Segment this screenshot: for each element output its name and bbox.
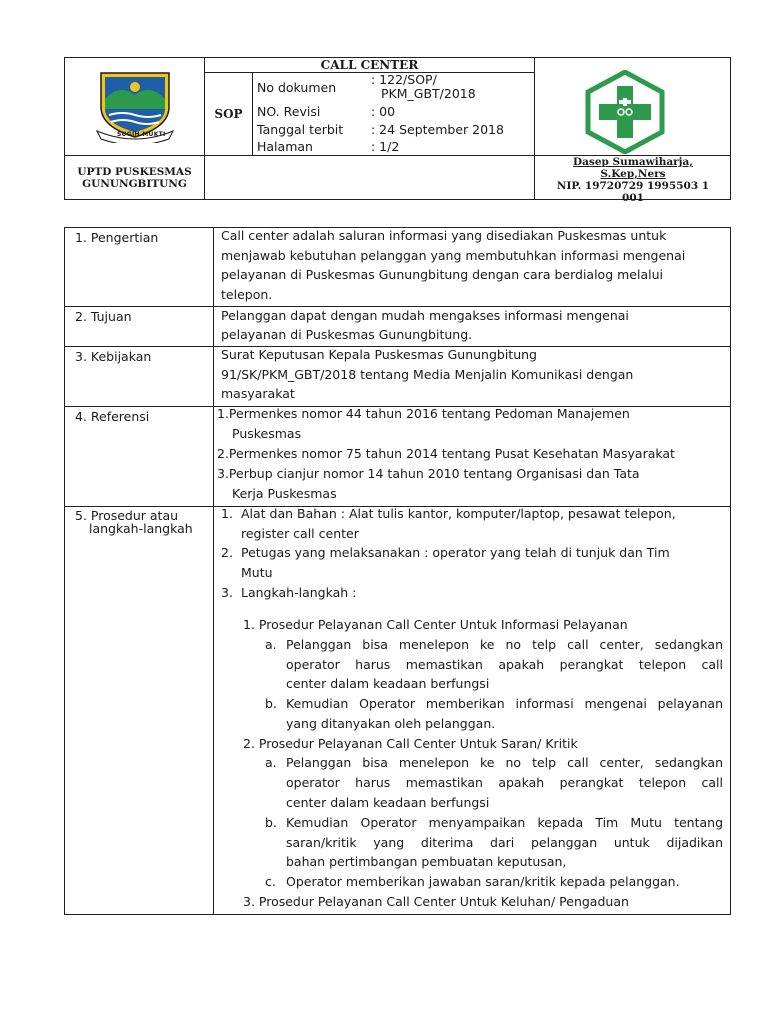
step-1b-letter: b. (265, 696, 277, 711)
step-3-title: 3. Prosedur Pelayanan Call Center Untuk Keluhan/ Pengaduan (243, 894, 629, 909)
pengertian-line-4: telepon. (221, 287, 273, 302)
label-referensi: 4. Referensi (75, 409, 150, 424)
kebijakan-line-1: Surat Keputusan Kepala Puskesmas Gunungbitung (221, 347, 537, 362)
step-2c-letter: c. (265, 874, 276, 889)
prosedur-item-2-line-2: Mutu (241, 565, 273, 580)
step-2a-line-3: center dalam keadaan berfungsi (286, 795, 490, 810)
step-2b-line-3: bahan pertimbangan pembuatan keputusan, (286, 854, 567, 869)
puskesmas-emblem-icon (583, 70, 667, 154)
prosedur-item-1-line-1: Alat dan Bahan : Alat tulis kantor, komputer/laptop, pesawat telepon, (241, 506, 676, 521)
label-prosedur-1: 5. Prosedur atau (75, 508, 179, 523)
referensi-line-3: 2.Permenkes nomor 75 tahun 2014 tentang Pusat Kesehatan Masyarakat (217, 446, 675, 461)
step-1a-line-1: Pelanggan bisa menelepon ke no telp call center, sedangkan (286, 637, 723, 652)
sop-header-table (64, 57, 731, 204)
sop-label: SOP (214, 107, 243, 121)
referensi-line-2: Puskesmas (232, 426, 302, 441)
kebijakan-line-3: masyarakat (221, 386, 295, 401)
referensi-line-1: 1.Permenkes nomor 44 tahun 2016 tentang Pedoman Manajemen (217, 406, 630, 421)
signatory-name-2: S.Kep,Ners (600, 168, 666, 180)
kebijakan-line-2: 91/SK/PKM_GBT/2018 tentang Media Menjalin Komunikasi dengan (221, 367, 634, 382)
prosedur-item-2-line-1: Petugas yang melaksanakan : operator yang telah di tunjuk dan Tim (241, 545, 670, 560)
prosedur-item-2-num: 2. (221, 545, 233, 560)
meta-value-page: : 1/2 (371, 139, 400, 154)
step-1a-line-2: operator harus memastikan apakah perangkat telepon call (286, 657, 723, 672)
pengertian-line-2: menjawab kebutuhan pelanggan yang membutuhkan informasi mengenai (221, 248, 686, 263)
step-2a-letter: a. (265, 755, 277, 770)
signatory-name-1: Dasep Sumawiharja, (573, 156, 693, 168)
sop-content-table (64, 227, 731, 915)
meta-value-doc-number-2: PKM_GBT/2018 (381, 86, 476, 101)
prosedur-item-1-line-2: register call center (241, 526, 359, 541)
signatory-nip-2: 001 (622, 192, 644, 204)
prosedur-item-3-line-1: Langkah-langkah : (241, 585, 357, 600)
step-2b-line-2: saran/kritik yang diterima dari pelanggan untuk dijadikan (286, 835, 723, 850)
org-name-line-1: UPTD PUSKESMAS (77, 166, 192, 178)
tujuan-line-1: Pelanggan dapat dengan mudah mengakses informasi mengenai (221, 308, 629, 323)
logo-motto: SUGIH MUKTI (117, 131, 166, 138)
step-1b-line-2: yang ditanyakan oleh pelanggan. (286, 716, 496, 731)
label-tujuan: 2. Tujuan (75, 309, 132, 324)
regency-logo (95, 69, 175, 143)
meta-value-issue-date: : 24 September 2018 (371, 122, 504, 137)
label-prosedur-2: langkah-langkah (89, 521, 193, 536)
step-1a-letter: a. (265, 637, 277, 652)
org-name-line-2: GUNUNGBITUNG (82, 178, 187, 190)
meta-key-revision: NO. Revisi (257, 104, 321, 119)
step-2b-letter: b. (265, 815, 277, 830)
meta-key-page: Halaman (257, 139, 313, 154)
label-kebijakan: 3. Kebijakan (75, 349, 152, 364)
meta-value-revision: : 00 (371, 104, 396, 119)
step-1b-line-1: Kemudian Operator memberikan informasi mengenai pelayanan (286, 696, 723, 711)
step-2a-line-1: Pelanggan bisa menelepon ke no telp call center, sedangkan (286, 755, 723, 770)
step-2b-line-1: Kemudian Operator menyampaikan kepada Tim Mutu tentang (286, 815, 723, 830)
step-1-title: 1. Prosedur Pelayanan Call Center Untuk Informasi Pelayanan (243, 617, 628, 632)
label-pengertian: 1. Pengertian (75, 230, 159, 245)
referensi-line-4: 3.Perbup cianjur nomor 14 tahun 2010 tentang Organisasi dan Tata (217, 466, 640, 481)
step-2-title: 2. Prosedur Pelayanan Call Center Untuk Saran/ Kritik (243, 736, 578, 751)
tujuan-line-2: pelayanan di Puskesmas Gunungbitung. (221, 327, 473, 342)
pengertian-line-3: pelayanan di Puskesmas Gunungbitung dengan cara berdialog melalui (221, 267, 663, 282)
referensi-line-5: Kerja Puskesmas (232, 486, 337, 501)
step-2a-line-2: operator harus memastikan apakah perangkat telepon call (286, 775, 723, 790)
prosedur-item-3-num: 3. (221, 585, 233, 600)
step-1a-line-3: center dalam keadaan berfungsi (286, 676, 490, 691)
meta-value-doc-number: : 122/SOP/ (371, 72, 437, 87)
puskesmas-logo (583, 70, 667, 154)
step-2c-line-1: Operator memberikan jawaban saran/kritik kepada pelanggan. (286, 874, 680, 889)
meta-key-doc-number: No dokumen (257, 80, 337, 95)
prosedur-item-1-num: 1. (221, 506, 233, 521)
pengertian-line-1: Call center adalah saluran informasi yang disediakan Puskesmas untuk (221, 228, 667, 243)
signatory-nip-1: NIP. 19720729 1995503 1 (556, 180, 710, 192)
page-title: CALL CENTER (320, 58, 419, 72)
meta-key-issue-date: Tanggal terbit (257, 122, 344, 137)
